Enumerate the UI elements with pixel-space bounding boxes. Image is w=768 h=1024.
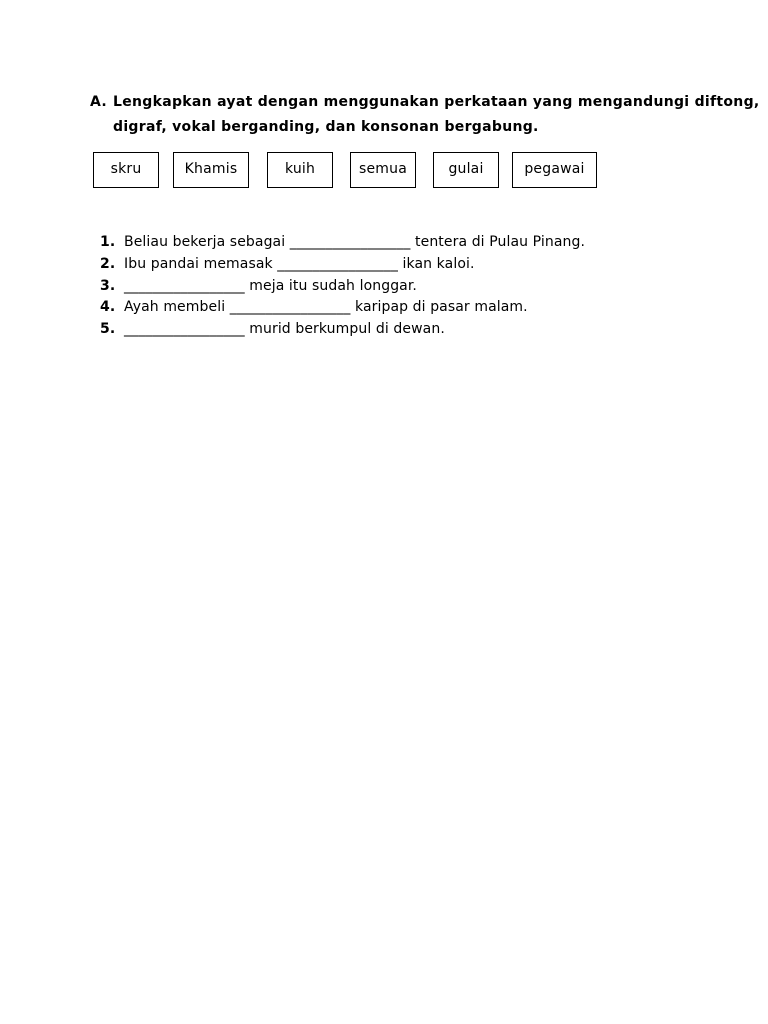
question-item (100, 278, 417, 294)
question-item (100, 299, 528, 315)
question-item (100, 256, 475, 272)
question-number: 1. (100, 234, 116, 250)
question-text: Beliau bekerja sebagai _________________ tentera di Pulau Pinang. (124, 234, 586, 250)
question-item (100, 234, 585, 250)
word-box-skru: skru (93, 152, 159, 188)
instruction-line-1: Lengkapkan ayat dengan menggunakan perkataan yang mengandungi diftong, (113, 94, 760, 110)
question-number: 2. (100, 256, 116, 272)
word-box-kuih: kuih (267, 152, 333, 188)
instruction-line-2: digraf, vokal berganding, dan konsonan bergabung. (113, 119, 539, 135)
question-text: Ibu pandai memasak _________________ ikan kaloi. (124, 256, 475, 272)
question-text: _________________ murid berkumpul di dewan. (124, 321, 445, 337)
word-box-khamis: Khamis (173, 152, 249, 188)
question-text: Ayah membeli _________________ karipap di pasar malam. (124, 299, 528, 315)
question-number: 5. (100, 321, 116, 337)
word-box-gulai: gulai (433, 152, 499, 188)
word-box-semua: semua (350, 152, 416, 188)
section-marker: A. (90, 94, 108, 110)
question-number: 3. (100, 278, 116, 294)
question-item (100, 321, 445, 337)
word-box-pegawai: pegawai (512, 152, 597, 188)
question-number: 4. (100, 299, 116, 315)
question-text: _________________ meja itu sudah longgar. (124, 278, 417, 294)
